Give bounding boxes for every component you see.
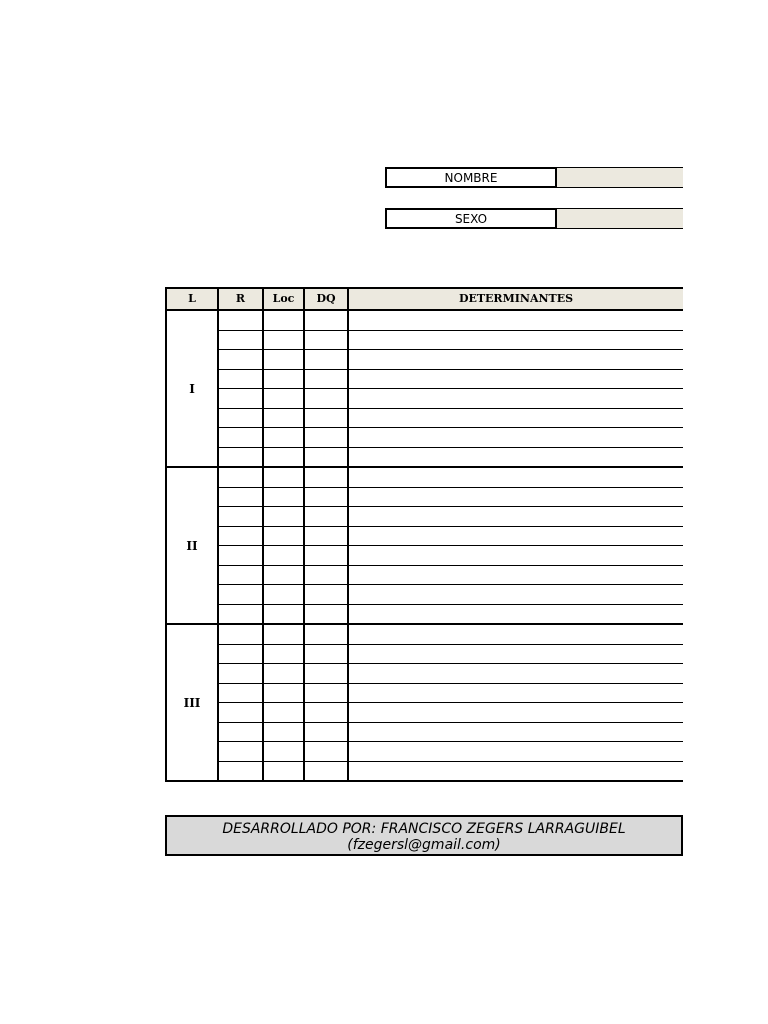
dq-cell[interactable]	[304, 722, 348, 742]
determinantes-cell[interactable]	[348, 350, 683, 370]
r-cell[interactable]	[218, 487, 263, 507]
determinantes-cell[interactable]	[348, 761, 683, 781]
loc-cell[interactable]	[263, 565, 304, 585]
loc-cell[interactable]	[263, 467, 304, 487]
r-cell[interactable]	[218, 310, 263, 330]
table-body	[166, 310, 683, 781]
determinantes-cell[interactable]	[348, 467, 683, 487]
loc-cell[interactable]	[263, 546, 304, 566]
header-l: L	[166, 288, 218, 310]
r-cell[interactable]	[218, 742, 263, 762]
loc-cell[interactable]	[263, 350, 304, 370]
dq-cell[interactable]	[304, 761, 348, 781]
r-cell[interactable]	[218, 703, 263, 723]
table-row	[166, 644, 683, 664]
loc-cell[interactable]	[263, 644, 304, 664]
r-cell[interactable]	[218, 761, 263, 781]
loc-cell[interactable]	[263, 604, 304, 624]
determinantes-cell[interactable]	[348, 565, 683, 585]
dq-cell[interactable]	[304, 565, 348, 585]
nombre-input[interactable]	[557, 167, 683, 188]
loc-cell[interactable]	[263, 487, 304, 507]
r-cell[interactable]	[218, 389, 263, 409]
table-row	[166, 389, 683, 409]
table-row	[166, 604, 683, 624]
loc-cell[interactable]	[263, 585, 304, 605]
r-cell[interactable]	[218, 526, 263, 546]
loc-cell[interactable]	[263, 330, 304, 350]
loc-cell[interactable]	[263, 447, 304, 467]
loc-cell[interactable]	[263, 507, 304, 527]
r-cell[interactable]	[218, 546, 263, 566]
table-header-row	[166, 288, 683, 310]
determinantes-cell[interactable]	[348, 330, 683, 350]
determinantes-cell[interactable]	[348, 664, 683, 684]
credits-line: DESARROLLADO POR: FRANCISCO ZEGERS LARRAGUIBEL	[222, 821, 626, 837]
dq-cell[interactable]	[304, 644, 348, 664]
determinantes-cell[interactable]	[348, 389, 683, 409]
r-cell[interactable]	[218, 507, 263, 527]
r-cell[interactable]	[218, 604, 263, 624]
dq-cell[interactable]	[304, 585, 348, 605]
dq-cell[interactable]	[304, 350, 348, 370]
group-label: III	[166, 624, 218, 781]
table-row	[166, 722, 683, 742]
table-row	[166, 350, 683, 370]
loc-cell[interactable]	[263, 526, 304, 546]
r-cell[interactable]	[218, 644, 263, 664]
table-row	[166, 428, 683, 448]
r-cell[interactable]	[218, 664, 263, 684]
loc-cell[interactable]	[263, 408, 304, 428]
header-loc: Loc	[263, 288, 304, 310]
dq-cell[interactable]	[304, 703, 348, 723]
nombre-row	[385, 167, 683, 188]
r-cell[interactable]	[218, 428, 263, 448]
dq-cell[interactable]	[304, 742, 348, 762]
table-row	[166, 742, 683, 762]
table-row	[166, 761, 683, 781]
r-cell[interactable]	[218, 408, 263, 428]
table-row	[166, 487, 683, 507]
r-cell[interactable]	[218, 330, 263, 350]
table-row	[166, 310, 683, 330]
table-row	[166, 507, 683, 527]
determinantes-cell[interactable]	[348, 408, 683, 428]
determinantes-cell[interactable]	[348, 742, 683, 762]
dq-cell[interactable]	[304, 507, 348, 527]
header-r: R	[218, 288, 263, 310]
table-row	[166, 526, 683, 546]
determinantes-cell[interactable]	[348, 487, 683, 507]
determinantes-cell[interactable]	[348, 585, 683, 605]
table-row	[166, 683, 683, 703]
table-row	[166, 546, 683, 566]
r-cell[interactable]	[218, 467, 263, 487]
header-dq: DQ	[304, 288, 348, 310]
loc-cell[interactable]	[263, 369, 304, 389]
group-label: II	[166, 467, 218, 624]
determinantes-cell[interactable]	[348, 546, 683, 566]
table-row	[166, 408, 683, 428]
determinantes-cell[interactable]	[348, 683, 683, 703]
dq-cell[interactable]	[304, 604, 348, 624]
table-row	[166, 447, 683, 467]
loc-cell[interactable]	[263, 664, 304, 684]
determinantes-table	[165, 287, 683, 782]
table-row	[166, 664, 683, 684]
dq-cell[interactable]	[304, 546, 348, 566]
determinantes-cell[interactable]	[348, 507, 683, 527]
determinantes-cell[interactable]	[348, 526, 683, 546]
determinantes-cell[interactable]	[348, 624, 683, 644]
table-row	[166, 585, 683, 605]
determinantes-cell[interactable]	[348, 447, 683, 467]
credits-email: (fzegersl@gmail.com)	[347, 837, 501, 853]
loc-cell[interactable]	[263, 761, 304, 781]
loc-cell[interactable]	[263, 742, 304, 762]
group-label: I	[166, 310, 218, 467]
sexo-input[interactable]	[557, 208, 683, 229]
dq-cell[interactable]	[304, 369, 348, 389]
determinantes-cell[interactable]	[348, 369, 683, 389]
header-determinantes: DETERMINANTES	[348, 288, 683, 310]
loc-cell[interactable]	[263, 624, 304, 644]
loc-cell[interactable]	[263, 683, 304, 703]
dq-cell[interactable]	[304, 408, 348, 428]
loc-cell[interactable]	[263, 428, 304, 448]
dq-cell[interactable]	[304, 428, 348, 448]
credits-box	[165, 815, 683, 856]
dq-cell[interactable]	[304, 330, 348, 350]
determinantes-cell[interactable]	[348, 644, 683, 664]
dq-cell[interactable]	[304, 467, 348, 487]
dq-cell[interactable]	[304, 447, 348, 467]
determinantes-cell[interactable]	[348, 310, 683, 330]
dq-cell[interactable]	[304, 310, 348, 330]
r-cell[interactable]	[218, 565, 263, 585]
sexo-row	[385, 208, 683, 229]
determinantes-cell[interactable]	[348, 604, 683, 624]
sexo-label: SEXO	[385, 208, 557, 229]
r-cell[interactable]	[218, 369, 263, 389]
loc-cell[interactable]	[263, 722, 304, 742]
determinantes-cell[interactable]	[348, 703, 683, 723]
loc-cell[interactable]	[263, 389, 304, 409]
dq-cell[interactable]	[304, 624, 348, 644]
table-row	[166, 565, 683, 585]
r-cell[interactable]	[218, 447, 263, 467]
r-cell[interactable]	[218, 350, 263, 370]
table-row	[166, 467, 683, 487]
table-row	[166, 703, 683, 723]
table-row	[166, 330, 683, 350]
determinantes-cell[interactable]	[348, 722, 683, 742]
loc-cell[interactable]	[263, 310, 304, 330]
r-cell[interactable]	[218, 722, 263, 742]
dq-cell[interactable]	[304, 526, 348, 546]
r-cell[interactable]	[218, 585, 263, 605]
determinantes-cell[interactable]	[348, 428, 683, 448]
nombre-label: NOMBRE	[385, 167, 557, 188]
r-cell[interactable]	[218, 624, 263, 644]
dq-cell[interactable]	[304, 389, 348, 409]
r-cell[interactable]	[218, 683, 263, 703]
table-row	[166, 624, 683, 644]
table-row	[166, 369, 683, 389]
dq-cell[interactable]	[304, 664, 348, 684]
loc-cell[interactable]	[263, 703, 304, 723]
dq-cell[interactable]	[304, 683, 348, 703]
dq-cell[interactable]	[304, 487, 348, 507]
